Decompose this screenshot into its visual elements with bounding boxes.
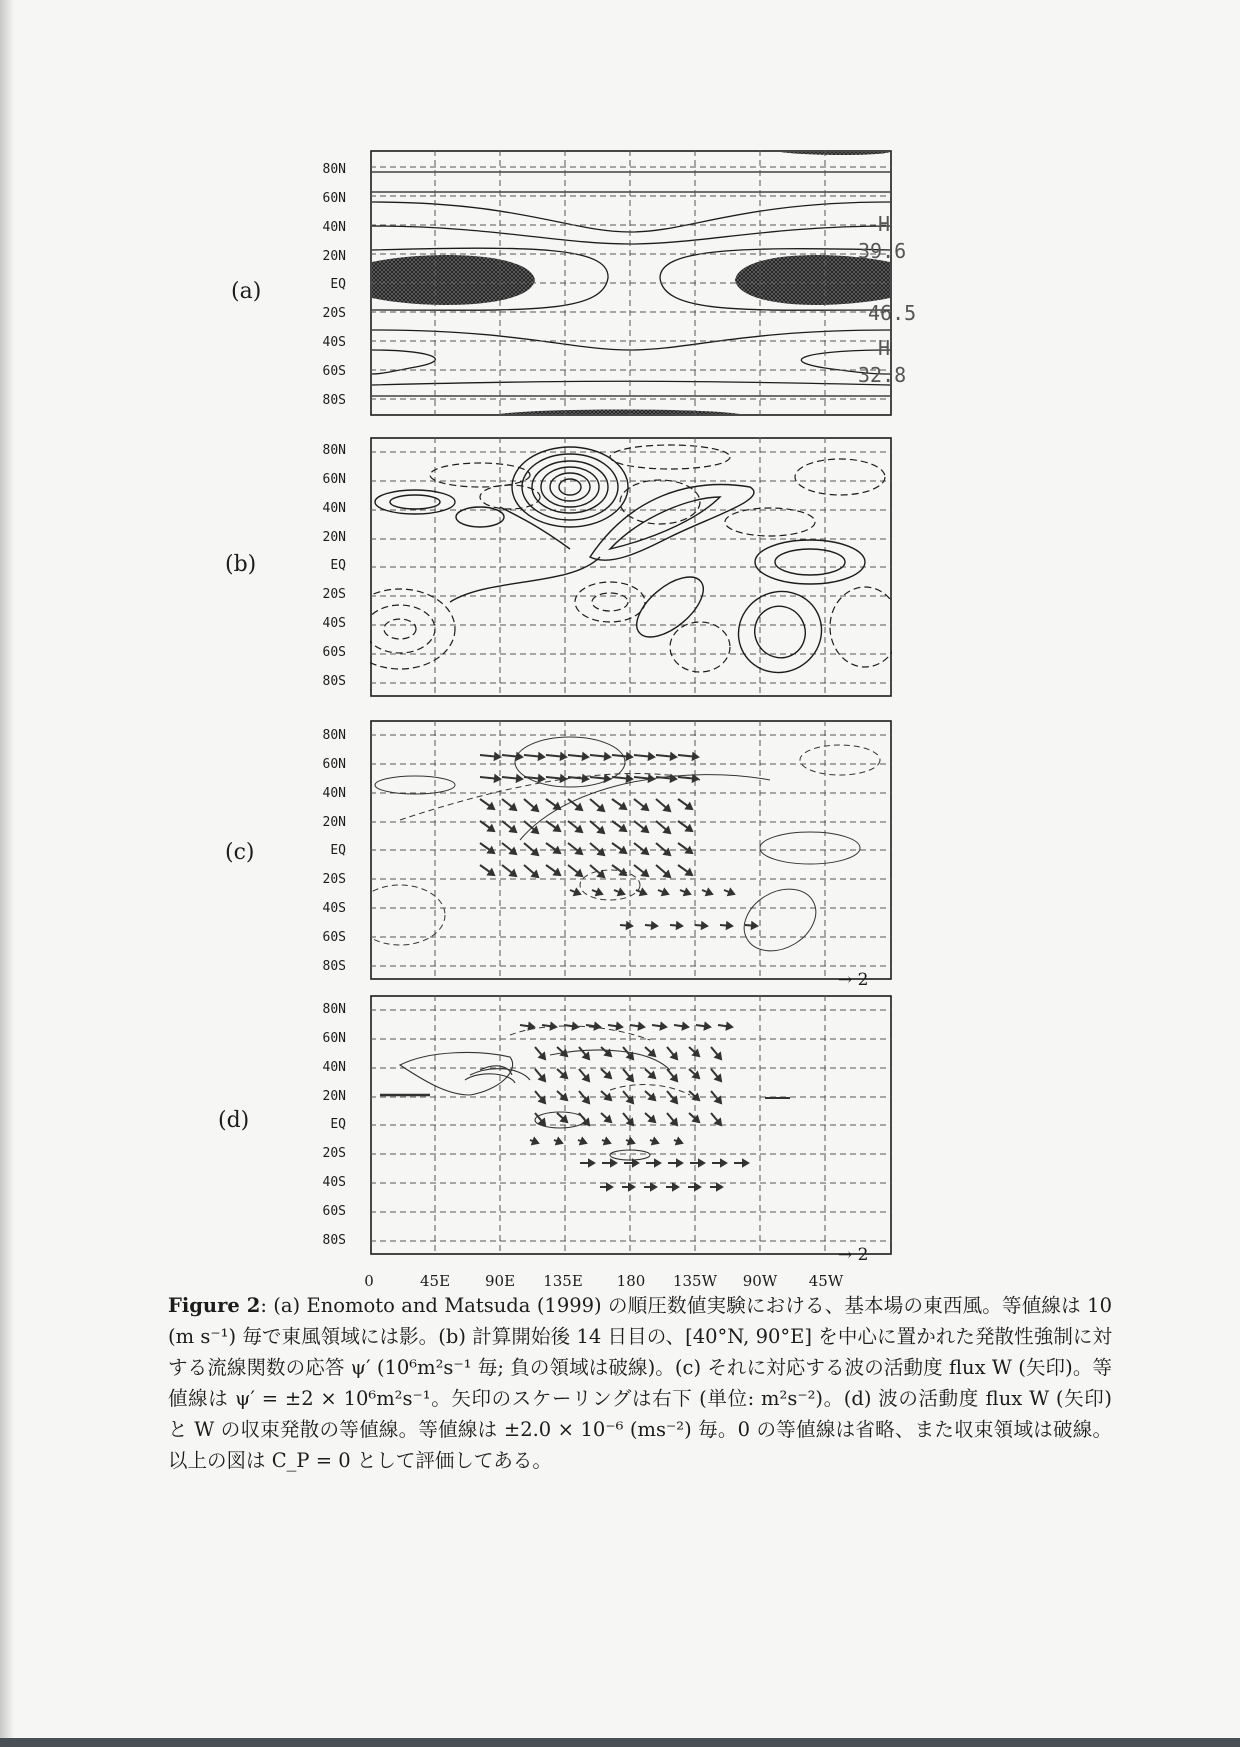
flux-arrow-head [677, 1160, 682, 1166]
lat-tick: 20S [322, 872, 346, 887]
panel-d-scale-value: 2 [857, 1245, 869, 1265]
flux-arrow-head [495, 754, 500, 760]
longitude-axis [0, 1272, 1240, 1292]
flux-arrow-head [752, 923, 757, 929]
lat-tick: 40S [322, 1175, 346, 1190]
lat-tick: EQ [330, 1117, 346, 1132]
panel-b-gridlines [370, 437, 892, 697]
flux-arrow-head [706, 889, 712, 895]
flux-arrow-head [556, 1138, 562, 1144]
flux-arrow-head [728, 889, 734, 895]
panel-d-flux-arrows [520, 1023, 748, 1190]
lat-tick: 40S [322, 335, 346, 350]
lat-tick: 80N [322, 728, 346, 743]
lat-tick: 60S [322, 364, 346, 379]
flux-arrow-head [596, 889, 602, 895]
flux-arrow-head [627, 923, 632, 929]
flux-arrow-head [651, 1184, 656, 1190]
flux-arrow-head [629, 1184, 634, 1190]
flux-arrow-head [495, 776, 500, 782]
panel-a-plot [370, 150, 892, 416]
flux-arrow-head [721, 1160, 726, 1166]
panel-a-high-marker-2: H [878, 336, 891, 360]
lat-tick: 20N [322, 530, 346, 545]
lat-tick: 40S [322, 901, 346, 916]
flux-arrow-head [743, 1160, 748, 1166]
panel-a-high-marker: H [878, 212, 891, 236]
flux-arrow-head [573, 1023, 578, 1029]
flux-arrow-head [671, 754, 676, 760]
flux-arrow-head [717, 1184, 722, 1190]
flux-arrow-head [655, 1160, 660, 1166]
panel-c-contours [375, 737, 860, 963]
lat-tick: 40S [322, 616, 346, 631]
panel-d-scale-key: → 2 [838, 1245, 869, 1265]
lat-tick: 20N [322, 815, 346, 830]
panel-label-d: (d) [218, 1108, 250, 1133]
flux-arrow-head [673, 1184, 678, 1190]
panel-a-max-value: 39.6 [858, 239, 907, 263]
lon-tick: 90W [742, 1272, 778, 1290]
flux-arrow-head [517, 754, 522, 760]
panel-d-plot [370, 995, 892, 1255]
lon-tick: 135E [543, 1272, 583, 1290]
flux-arrow-head [618, 889, 624, 895]
flux-arrow-head [652, 1138, 658, 1144]
caption-text: : (a) Enomoto and Matsuda (1999) の順圧数値実験における、基本場の東西風。等値線は 10 (m s⁻¹) 毎で東風領域には影。(b) 計算開始後 14 日目の、[40°N, 90°E] を中心に置かれた発散性強制に対する流線関数の応答 ψ′ (10⁶m²s⁻¹ 毎; 負の領域は破線)。(c) それに対応する波の活動度 flux W (矢印)。等値線は ψ′ = ±2 × 10⁶m²s⁻¹。矢印のスケーリングは右下 (単位: m²s⁻²)。(d) 波の活動度 flux W (矢印) と W の収束発散の等値線。等値線は ±2.0 × 10⁻⁶ (ms⁻²) 毎。0 の等値線は省略、また収束領域は破線。以上の図は C_P = 0 として評価してある。 [168, 1294, 1112, 1472]
flux-arrow-head [661, 1023, 666, 1029]
flux-arrow-head [662, 889, 668, 895]
flux-arrow-head [695, 1184, 700, 1190]
flux-arrow-head [705, 1023, 710, 1029]
scan-bottom-edge [0, 1738, 1240, 1747]
lon-tick: 180 [616, 1272, 646, 1290]
flux-arrow-head [693, 754, 698, 760]
flux-arrow-head [628, 1138, 634, 1144]
panel-c-dashed-contours [370, 745, 880, 945]
panel-a-max-value-2: 32.8 [858, 363, 907, 387]
flux-arrow-head [699, 1160, 704, 1166]
flux-arrow-head [580, 1138, 586, 1144]
page-left-shadow [0, 0, 14, 1747]
flux-arrow-head [627, 776, 632, 782]
flux-arrow-head [677, 923, 682, 929]
panel-label-c: (c) [225, 840, 255, 865]
panel-b-negative-contours [370, 445, 892, 672]
lat-tick: 80S [322, 1233, 346, 1248]
lat-tick: 60S [322, 930, 346, 945]
lat-tick: 40N [322, 220, 346, 235]
flux-arrow-head [702, 923, 707, 929]
lat-tick: 40N [322, 786, 346, 801]
flux-arrow-head [574, 889, 580, 895]
panel-label-a: (a) [231, 279, 262, 304]
flux-arrow-head [649, 754, 654, 760]
flux-arrow-head [583, 754, 588, 760]
flux-arrow-head [532, 1138, 538, 1144]
flux-arrow-head [529, 1023, 534, 1029]
lon-tick: 0 [364, 1272, 374, 1290]
flux-arrow-head [595, 1023, 600, 1029]
flux-arrow-head [639, 1023, 644, 1029]
lat-tick: 40N [322, 1060, 346, 1075]
lat-tick: 80S [322, 674, 346, 689]
panel-c-scale-key: → 2 [838, 970, 869, 990]
flux-arrow-head [607, 1184, 612, 1190]
lat-tick: 20S [322, 1146, 346, 1161]
lat-tick: 80S [322, 393, 346, 408]
flux-arrow-head [617, 1023, 622, 1029]
flux-arrow-head [605, 754, 610, 760]
panel-c-gridlines [370, 720, 892, 980]
flux-arrow-head [589, 1160, 594, 1166]
lat-tick: 20S [322, 306, 346, 321]
flux-arrow-head [605, 776, 610, 782]
flux-arrow-head [640, 889, 646, 895]
panel-label-b: (b) [225, 552, 257, 577]
lat-tick: 80N [322, 162, 346, 177]
lat-tick: 60S [322, 645, 346, 660]
panel-c-plot [370, 720, 892, 980]
flux-arrow-head [539, 776, 544, 782]
lat-tick: 20S [322, 587, 346, 602]
flux-arrow-head [676, 1138, 682, 1144]
panel-d-dashed-contours [510, 1026, 690, 1095]
lat-tick: 20N [322, 249, 346, 264]
lat-tick: 80N [322, 1002, 346, 1017]
panel-c-scale-value: 2 [857, 970, 869, 990]
lat-tick: 60N [322, 472, 346, 487]
panel-b-plot [370, 437, 892, 697]
lat-tick: EQ [330, 558, 346, 573]
flux-arrow-head [611, 1160, 616, 1166]
flux-arrow-head [627, 754, 632, 760]
lat-tick: EQ [330, 277, 346, 292]
flux-arrow-head [727, 1023, 732, 1029]
flux-arrow-head [517, 776, 522, 782]
flux-arrow-head [649, 776, 654, 782]
figure-caption [168, 1290, 1112, 1476]
lat-tick: 80N [322, 443, 346, 458]
lat-tick: 40N [322, 501, 346, 516]
lat-tick: 60N [322, 757, 346, 772]
lat-tick: 20N [322, 1089, 346, 1104]
lon-tick: 45E [419, 1272, 451, 1290]
flux-arrow-head [693, 776, 698, 782]
caption-figure-label: Figure 2 [168, 1294, 261, 1317]
flux-arrow-head [727, 923, 732, 929]
lon-tick: 45W [808, 1272, 844, 1290]
flux-arrow-head [684, 889, 690, 895]
lat-tick: 80S [322, 959, 346, 974]
flux-arrow-head [652, 923, 657, 929]
panel-c-flux-arrows [480, 754, 757, 929]
lon-tick: 90E [484, 1272, 516, 1290]
flux-arrow-head [604, 1138, 610, 1144]
flux-arrow-head [539, 754, 544, 760]
flux-arrow-head [551, 1023, 556, 1029]
lat-tick: 60S [322, 1204, 346, 1219]
panel-a-min-value: 46.5 [868, 301, 917, 325]
lat-tick: 60N [322, 1031, 346, 1046]
lat-tick: EQ [330, 843, 346, 858]
flux-arrow-head [633, 1160, 638, 1166]
lat-tick: 60N [322, 191, 346, 206]
flux-arrow-head [683, 1023, 688, 1029]
lon-tick: 135W [672, 1272, 718, 1290]
